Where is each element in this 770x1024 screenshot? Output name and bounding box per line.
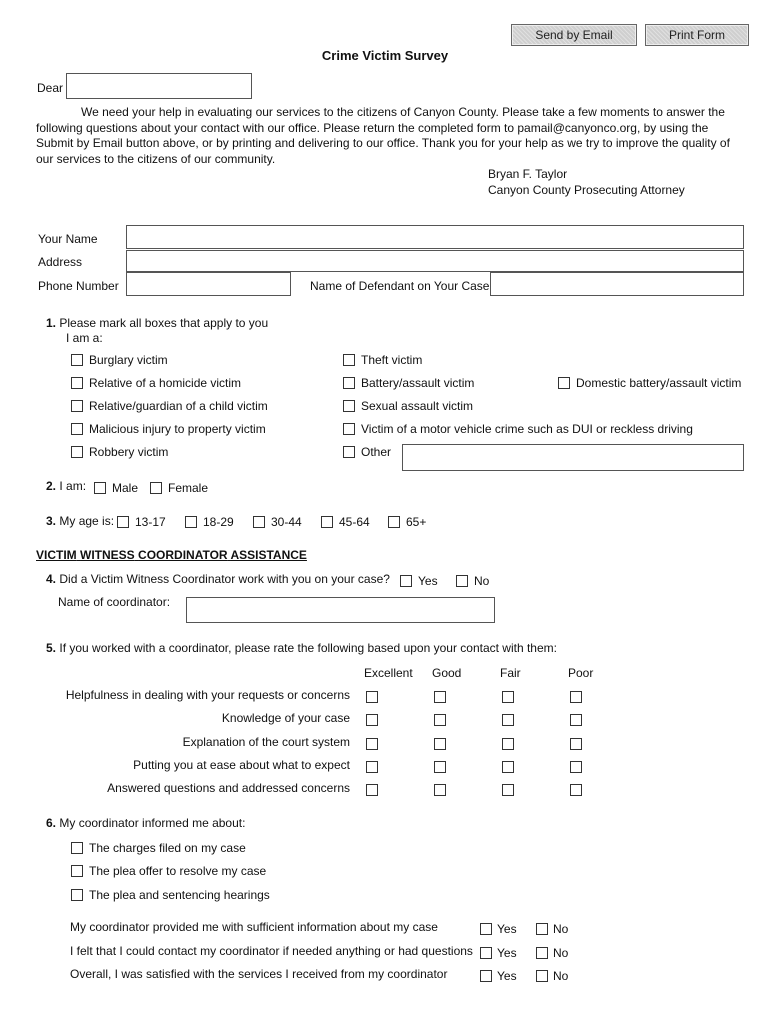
q6-number: 6. bbox=[46, 816, 57, 830]
rating-checkbox[interactable] bbox=[434, 738, 446, 750]
option-charges-filed: The charges filed on my case bbox=[89, 841, 246, 855]
defendant-label: Name of Defendant on Your Case bbox=[310, 279, 490, 293]
checkbox-burglary[interactable] bbox=[71, 354, 83, 366]
rating-item-label: Putting you at ease about what to expect bbox=[133, 758, 350, 772]
checkbox-no[interactable] bbox=[536, 947, 548, 959]
rating-checkbox[interactable] bbox=[502, 761, 514, 773]
rating-checkbox[interactable] bbox=[502, 784, 514, 796]
q2-number: 2. bbox=[46, 479, 57, 493]
q5-question: If you worked with a coordinator, please rate the following based upon your contact with them: bbox=[59, 641, 557, 655]
checkbox-plea-offer[interactable] bbox=[71, 865, 83, 877]
checkbox-battery-assault[interactable] bbox=[343, 377, 355, 389]
yesno-item-label: I felt that I could contact my coordinator if needed anything or had questions bbox=[70, 944, 473, 958]
checkbox-age-30-44[interactable] bbox=[253, 516, 265, 528]
checkbox-robbery[interactable] bbox=[71, 446, 83, 458]
rating-checkbox[interactable] bbox=[570, 784, 582, 796]
checkbox-domestic-battery[interactable] bbox=[558, 377, 570, 389]
q6-question: My coordinator informed me about: bbox=[59, 816, 246, 830]
q4-number: 4. bbox=[46, 572, 57, 586]
q6-text bbox=[46, 816, 245, 830]
section-heading bbox=[36, 548, 307, 562]
checkbox-male[interactable] bbox=[94, 482, 106, 494]
checkbox-yes[interactable] bbox=[480, 970, 492, 982]
checkbox-child-victim[interactable] bbox=[71, 400, 83, 412]
option-homicide-relative: Relative of a homicide victim bbox=[89, 376, 242, 390]
yes-label: Yes bbox=[497, 946, 517, 960]
rating-item-label: Explanation of the court system bbox=[182, 735, 350, 749]
coordinator-name-input[interactable] bbox=[186, 597, 495, 623]
checkbox-theft[interactable] bbox=[343, 354, 355, 366]
checkbox-female[interactable] bbox=[150, 482, 162, 494]
q1-text bbox=[46, 316, 268, 330]
q4-yes-label: Yes bbox=[418, 574, 438, 588]
option-female: Female bbox=[168, 481, 209, 495]
option-age-13-17: 13-17 bbox=[135, 515, 166, 529]
q2-text bbox=[46, 479, 86, 493]
checkbox-age-45-64[interactable] bbox=[321, 516, 333, 528]
rating-checkbox[interactable] bbox=[366, 714, 378, 726]
rating-checkbox[interactable] bbox=[434, 691, 446, 703]
signature-name: Bryan F. Taylor bbox=[488, 167, 568, 181]
q5-text bbox=[46, 641, 557, 655]
checkbox-no[interactable] bbox=[536, 923, 548, 935]
option-sexual-assault: Sexual assault victim bbox=[361, 399, 474, 413]
option-age-45-64: 45-64 bbox=[339, 515, 370, 529]
option-plea-hearings: The plea and sentencing hearings bbox=[89, 888, 270, 902]
rating-checkbox[interactable] bbox=[570, 738, 582, 750]
checkbox-other[interactable] bbox=[343, 446, 355, 458]
option-plea-offer: The plea offer to resolve my case bbox=[89, 864, 267, 878]
no-label: No bbox=[553, 946, 569, 960]
scale-excellent: Excellent bbox=[364, 666, 413, 680]
address-input[interactable] bbox=[126, 250, 744, 272]
checkbox-q4-yes[interactable] bbox=[400, 575, 412, 587]
checkbox-motor-vehicle[interactable] bbox=[343, 423, 355, 435]
phone-number-input[interactable] bbox=[126, 272, 291, 296]
option-burglary: Burglary victim bbox=[89, 353, 168, 367]
checkbox-age-18-29[interactable] bbox=[185, 516, 197, 528]
checkbox-q4-no[interactable] bbox=[456, 575, 468, 587]
checkbox-sexual-assault[interactable] bbox=[343, 400, 355, 412]
rating-checkbox[interactable] bbox=[570, 691, 582, 703]
q5-number: 5. bbox=[46, 641, 57, 655]
checkbox-malicious-injury[interactable] bbox=[71, 423, 83, 435]
option-age-65-plus: 65+ bbox=[406, 515, 427, 529]
dear-label: Dear bbox=[37, 81, 64, 95]
checkbox-age-13-17[interactable] bbox=[117, 516, 129, 528]
option-male: Male bbox=[112, 481, 139, 495]
yes-label: Yes bbox=[497, 922, 517, 936]
your-name-input[interactable] bbox=[126, 225, 744, 249]
rating-item-label: Answered questions and addressed concerns bbox=[107, 781, 350, 795]
other-input[interactable] bbox=[402, 444, 744, 471]
heading-word: VICTIM bbox=[36, 548, 77, 562]
checkbox-charges-filed[interactable] bbox=[71, 842, 83, 854]
option-malicious-injury: Malicious injury to property victim bbox=[89, 422, 266, 436]
rating-checkbox[interactable] bbox=[434, 784, 446, 796]
q1-sub: I am a: bbox=[66, 331, 103, 345]
scale-poor: Poor bbox=[568, 666, 594, 680]
option-child-victim: Relative/guardian of a child victim bbox=[89, 399, 268, 413]
option-other: Other bbox=[361, 445, 392, 459]
checkbox-no[interactable] bbox=[536, 970, 548, 982]
checkbox-homicide-relative[interactable] bbox=[71, 377, 83, 389]
print-form-button[interactable]: Print Form bbox=[645, 24, 749, 46]
rating-checkbox[interactable] bbox=[502, 738, 514, 750]
intro-paragraph: We need your help in evaluating our services to the citizens of Canyon County. Please take a few moments to answer the following questions about your contact with our office. Please return the completed form to pamail@canyonco.org, by using the Submit by Email button above, or by printing and delivering to our office. Thank you for your help as we try to improve the quality of our services to the citizens of our community. bbox=[36, 105, 730, 166]
signature-title: Canyon County Prosecuting Attorney bbox=[488, 183, 685, 197]
q3-number: 3. bbox=[46, 514, 57, 528]
checkbox-age-65-plus[interactable] bbox=[388, 516, 400, 528]
rating-checkbox[interactable] bbox=[502, 691, 514, 703]
rating-checkbox[interactable] bbox=[366, 784, 378, 796]
option-battery-assault: Battery/assault victim bbox=[361, 376, 475, 390]
option-age-30-44: 30-44 bbox=[271, 515, 302, 529]
option-theft: Theft victim bbox=[361, 353, 423, 367]
page-title: Crime Victim Survey bbox=[321, 48, 449, 63]
no-label: No bbox=[553, 922, 569, 936]
heading-word: WITNESS bbox=[80, 548, 135, 562]
your-name-label: Your Name bbox=[38, 232, 98, 246]
checkbox-yes[interactable] bbox=[480, 947, 492, 959]
q4-text bbox=[46, 572, 390, 586]
yesno-item-label: Overall, I was satisfied with the services I received from my coordinator bbox=[70, 967, 448, 981]
option-robbery: Robbery victim bbox=[89, 445, 169, 459]
rating-checkbox[interactable] bbox=[570, 714, 582, 726]
option-domestic-battery: Domestic battery/assault victim bbox=[576, 376, 742, 390]
rating-item-label: Knowledge of your case bbox=[221, 711, 350, 725]
rating-checkbox[interactable] bbox=[570, 761, 582, 773]
scale-fair: Fair bbox=[500, 666, 521, 680]
scale-good: Good bbox=[432, 666, 462, 680]
q4-question: Did a Victim Witness Coordinator work with you on your case? bbox=[59, 572, 390, 586]
address-label: Address bbox=[38, 255, 83, 269]
q1-question: Please mark all boxes that apply to you bbox=[59, 316, 269, 330]
no-label: No bbox=[553, 969, 569, 983]
coordinator-name-label: Name of coordinator: bbox=[58, 595, 171, 609]
q3-text bbox=[46, 514, 114, 528]
q4-no-label: No bbox=[474, 574, 490, 588]
yes-label: Yes bbox=[497, 969, 517, 983]
heading-word: COORDINATOR bbox=[138, 548, 228, 562]
rating-checkbox[interactable] bbox=[366, 761, 378, 773]
rating-item-label: Helpfulness in dealing with your requests or concerns bbox=[65, 688, 350, 702]
yesno-item-label: My coordinator provided me with sufficient information about my case bbox=[70, 920, 438, 934]
dear-input[interactable] bbox=[66, 73, 252, 99]
rating-checkbox[interactable] bbox=[366, 738, 378, 750]
heading-word: ASSISTANCE bbox=[230, 548, 307, 562]
rating-checkbox[interactable] bbox=[502, 714, 514, 726]
q3-question: My age is: bbox=[59, 514, 115, 528]
q2-question: I am: bbox=[59, 479, 87, 493]
rating-checkbox[interactable] bbox=[434, 761, 446, 773]
checkbox-plea-hearings[interactable] bbox=[71, 889, 83, 901]
phone-number-label: Phone Number bbox=[38, 279, 119, 293]
option-motor-vehicle: Victim of a motor vehicle crime such as DUI or reckless driving bbox=[361, 422, 693, 436]
defendant-input[interactable] bbox=[490, 272, 744, 296]
rating-checkbox[interactable] bbox=[434, 714, 446, 726]
option-age-18-29: 18-29 bbox=[203, 515, 234, 529]
checkbox-yes[interactable] bbox=[480, 923, 492, 935]
send-by-email-button[interactable]: Send by Email bbox=[511, 24, 637, 46]
q1-number: 1. bbox=[46, 316, 57, 330]
rating-checkbox[interactable] bbox=[366, 691, 378, 703]
